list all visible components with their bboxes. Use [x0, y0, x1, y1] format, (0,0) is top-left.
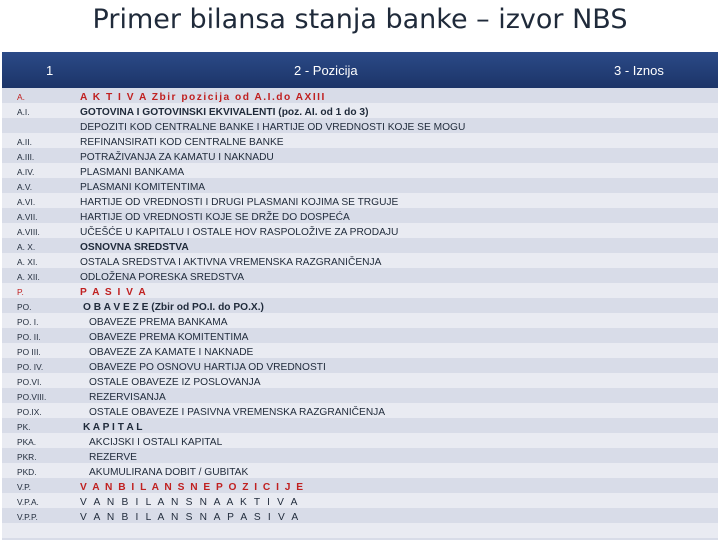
row-code: PKR.: [17, 452, 37, 462]
row-position: UČEŠĆE U KAPITALU I OSTALE HOV RASPOLOŽIVE ZA PRODAJU: [80, 227, 399, 238]
row-code: V.P.: [17, 482, 31, 492]
row-code: A.I.: [17, 107, 30, 117]
row-position: O B A V E Z E (Zbir od PO.I. do PO.X.): [83, 302, 264, 313]
row-code: PO.: [17, 302, 32, 312]
row-position: AKUMULIRANA DOBIT / GUBITAK: [89, 467, 249, 478]
row-code: A. XII.: [17, 272, 40, 282]
row-code: [17, 120, 77, 135]
row-position: AKCIJSKI I OSTALI KAPITAL: [89, 437, 223, 448]
row-position: HARTIJE OD VREDNOSTI I DRUGI PLASMANI KOJIMA SE TRGUJE: [80, 197, 399, 208]
row-position: PLASMANI KOMITENTIMA: [80, 182, 206, 193]
row-position: P A S I V A: [80, 287, 148, 298]
row-position: POTRAŽIVANJA ZA KAMATU I NAKNADU: [80, 152, 274, 163]
row-code: PO. II.: [17, 332, 41, 342]
row-code: A.VII.: [17, 212, 38, 222]
row-position: OSNOVNA SREDSTVA: [80, 242, 189, 253]
page-title: Primer bilansa stanja banke – izvor NBS: [92, 4, 628, 35]
row-position: ODLOŽENA PORESKA SREDSTVA: [80, 272, 244, 283]
row-position: OSTALE OBAVEZE IZ POSLOVANJA: [89, 377, 261, 388]
row-position: REZERVE: [89, 452, 137, 463]
column-header-position: 2 - Pozicija: [294, 63, 358, 78]
position-column: [80, 90, 550, 525]
row-code: P.: [17, 287, 24, 297]
row-position: OBAVEZE ZA KAMATE I NAKNADE: [89, 347, 254, 358]
row-position: V A N B I L A N S N A A K T I V A: [80, 497, 300, 508]
table-header: [2, 52, 718, 88]
row-position: REFINANSIRATI KOD CENTRALNE BANKE: [80, 137, 284, 148]
row-position: GOTOVINA I GOTOVINSKI EKVIVALENTI (poz. AI. od 1 do 3): [80, 107, 369, 118]
row-code: A.: [17, 92, 25, 102]
row-position: K A P I T A L: [83, 422, 143, 433]
code-column: [17, 90, 77, 525]
row-position: V A N B I L A N S N E P O Z I C I J E: [80, 482, 305, 493]
row-code: V.P.P.: [17, 512, 38, 522]
row-position: OSTALA SREDSTVA I AKTIVNA VREMENSKA RAZGRANIČENJA: [80, 257, 382, 268]
row-position: PLASMANI BANKAMA: [80, 167, 185, 178]
row-code: V.P.A.: [17, 497, 39, 507]
row-code: PO III.: [17, 347, 41, 357]
row-position: OBAVEZE PO OSNOVU HARTIJA OD VREDNOSTI: [89, 362, 326, 373]
row-code: A.VI.: [17, 197, 36, 207]
row-code: PO.VI.: [17, 377, 42, 387]
row-code: PK.: [17, 422, 31, 432]
row-position: V A N B I L A N S N A P A S I V A: [80, 512, 301, 523]
row-position: REZERVISANJA: [89, 392, 166, 403]
row-code: A.IV.: [17, 167, 35, 177]
row-position: A K T I V A Zbir pozicija od A.I.do AXIII: [80, 92, 326, 103]
row-position: OSTALE OBAVEZE I PASIVNA VREMENSKA RAZGRANIČENJA: [89, 407, 386, 418]
row-code: PO. I.: [17, 317, 39, 327]
row-code: PKD.: [17, 467, 37, 477]
row-code: A.III.: [17, 152, 35, 162]
column-header-amount: 3 - Iznos: [614, 63, 664, 78]
row-code: PKA.: [17, 437, 37, 447]
row-position: DEPOZITI KOD CENTRALNE BANKE I HARTIJE OD VREDNOSTI KOJE SE MOGU: [80, 122, 466, 133]
column-header-number: 1: [46, 63, 54, 78]
row-code: A. X.: [17, 242, 36, 252]
row-code: A.II.: [17, 137, 32, 147]
row-code: A.VIII.: [17, 227, 40, 237]
row-code: PO.VIII.: [17, 392, 47, 402]
row-position: OBAVEZE PREMA KOMITENTIMA: [89, 332, 249, 343]
row-code: A. XI.: [17, 257, 38, 267]
row-position: OBAVEZE PREMA BANKAMA: [89, 317, 228, 328]
row-code: A.V.: [17, 182, 33, 192]
row-position: HARTIJE OD VREDNOSTI KOJE SE DRŽE DO DOSPEĆA: [80, 212, 350, 223]
row-code: PO. IV.: [17, 362, 44, 372]
row-code: PO.IX.: [17, 407, 42, 417]
